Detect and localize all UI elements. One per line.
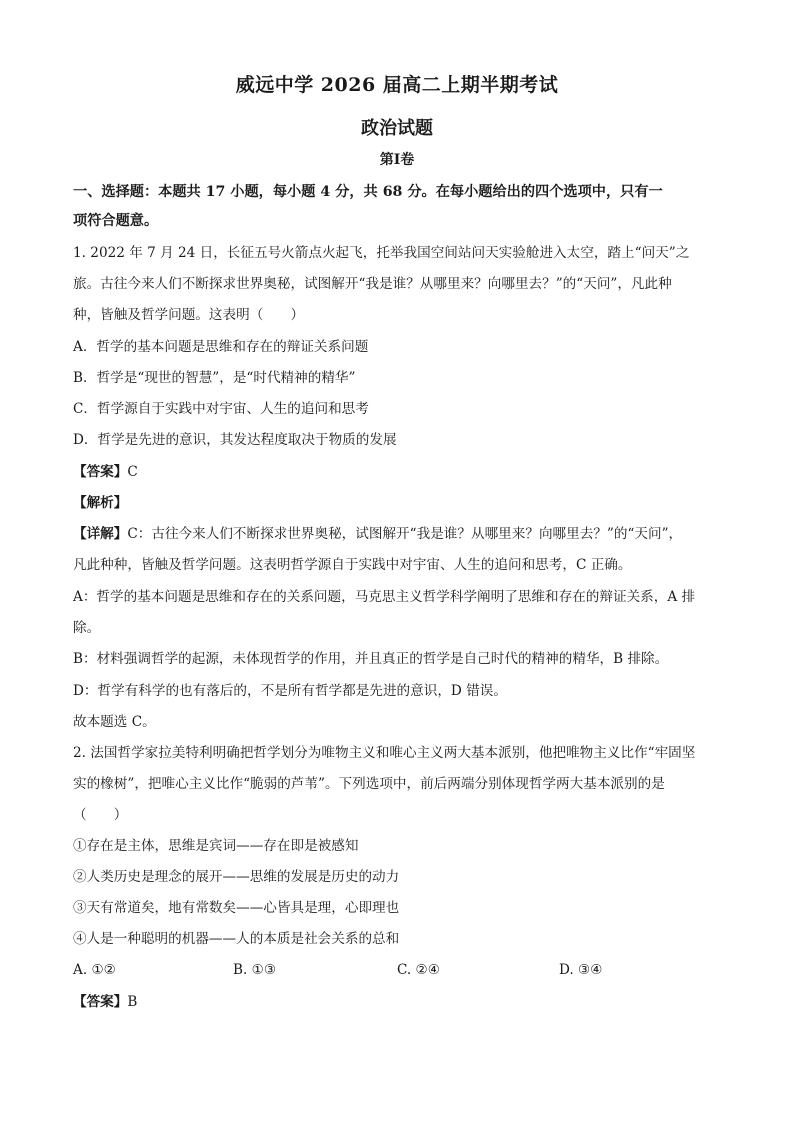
- q1-option-d: D．哲学是先进的意识，其发达程度取决于物质的发展: [73, 432, 397, 448]
- q1-stem-line-3: 种，皆触及哲学问题。这表明（ ）: [73, 307, 305, 323]
- section-heading-line-2: 项符合题意。: [73, 213, 159, 229]
- answer-value: C: [127, 464, 138, 480]
- q2-option-c: C. ②④: [397, 962, 440, 978]
- answer-tag: 【答案】: [73, 994, 128, 1010]
- answer-value: B: [127, 994, 138, 1010]
- q1-detail-line-1: [73, 525, 723, 543]
- q2-option-a: A. ①②: [73, 962, 116, 978]
- q1-option-c: C．哲学源自于实践中对宇宙、人生的追问和思考: [73, 401, 369, 417]
- exam-title: 威远中学 2026 届高二上期半期考试: [235, 74, 559, 96]
- q2-item-4: ④人是一种聪明的机器——人的本质是社会关系的总和: [73, 931, 400, 947]
- detail-text: C：古往今来人们不断探求世界奥秘，试图解开“我是谁？从哪里来？向哪里去？”的“天问”，: [127, 526, 683, 542]
- q1-detail-line-4: 除。: [73, 620, 101, 636]
- q1-detail-line-6: D：哲学有科学的也有落后的，不是所有哲学都是先进的意识，D 错误。: [73, 683, 507, 699]
- q1-stem-line-1: 1. 2022 年 7 月 24 日，长征五号火箭点火起飞，托举我国空间站问天实验舱进入太空，踏上“问天”之: [73, 245, 690, 261]
- detail-tag: 【详解】: [73, 526, 128, 542]
- q2-option-d: D. ③④: [559, 962, 603, 978]
- answer-tag: 【答案】: [73, 464, 128, 480]
- q1-option-a: A．哲学的基本问题是思维和存在的辩证关系问题: [73, 339, 369, 355]
- q1-detail-line-5: B：材料强调哲学的起源，未体现哲学的作用，并且真正的哲学是自己时代的精神的精华，B 排除。: [73, 651, 669, 667]
- q2-answer: [73, 993, 723, 1011]
- q2-item-2: ②人类历史是理念的展开——思维的发展是历史的动力: [73, 869, 400, 885]
- q1-detail-line-2: 凡此种种，皆触及哲学问题。这表明哲学源自于实践中对宇宙、人生的追问和思考，C 正确。: [73, 557, 632, 573]
- subject-title: 政治试题: [361, 118, 433, 139]
- q1-analysis-tag: [73, 494, 723, 512]
- q1-stem-line-2: 旅。古往今来人们不断探求世界奥秘，试图解开“我是谁？从哪里来？向哪里去？”的“天问”，凡此种: [73, 276, 672, 292]
- q1-conclusion: 故本题选 C。: [73, 714, 156, 730]
- q1-detail-line-3: A：哲学的基本问题是思维和存在的关系问题，马克思主义哲学科学阐明了思维和存在的辩证关系，A 排: [73, 589, 696, 605]
- q2-stem-line-3: （ ）: [73, 807, 128, 823]
- q2-stem-line-1: 2. 法国哲学家拉美特利明确把哲学划分为唯物主义和唯心主义两大基本派别，他把唯物主义比作“牢固坚: [73, 745, 696, 761]
- q1-option-b: B．哲学是“现世的智慧”，是“时代精神的精华”: [73, 370, 356, 386]
- volume-label: 第Ⅰ卷: [379, 152, 415, 168]
- q2-item-1: ①存在是主体，思维是宾词——存在即是被感知: [73, 838, 359, 854]
- q2-options: [73, 962, 723, 980]
- q1-answer: [73, 463, 723, 481]
- analysis-tag: 【解析】: [73, 495, 128, 511]
- q2-option-b: B. ①③: [233, 962, 277, 978]
- section-heading-line-1: 一、选择题：本题共 17 小题，每小题 4 分，共 68 分。在每小题给出的四个选项中，只有一: [73, 184, 663, 200]
- q2-stem-line-2: 实的橡树”，把唯心主义比作“脆弱的芦苇”。下列选项中，前后两端分别体现哲学两大基本派别的是: [73, 776, 665, 792]
- q2-item-3: ③天有常道矣，地有常数矣——心皆具是理，心即理也: [73, 900, 400, 916]
